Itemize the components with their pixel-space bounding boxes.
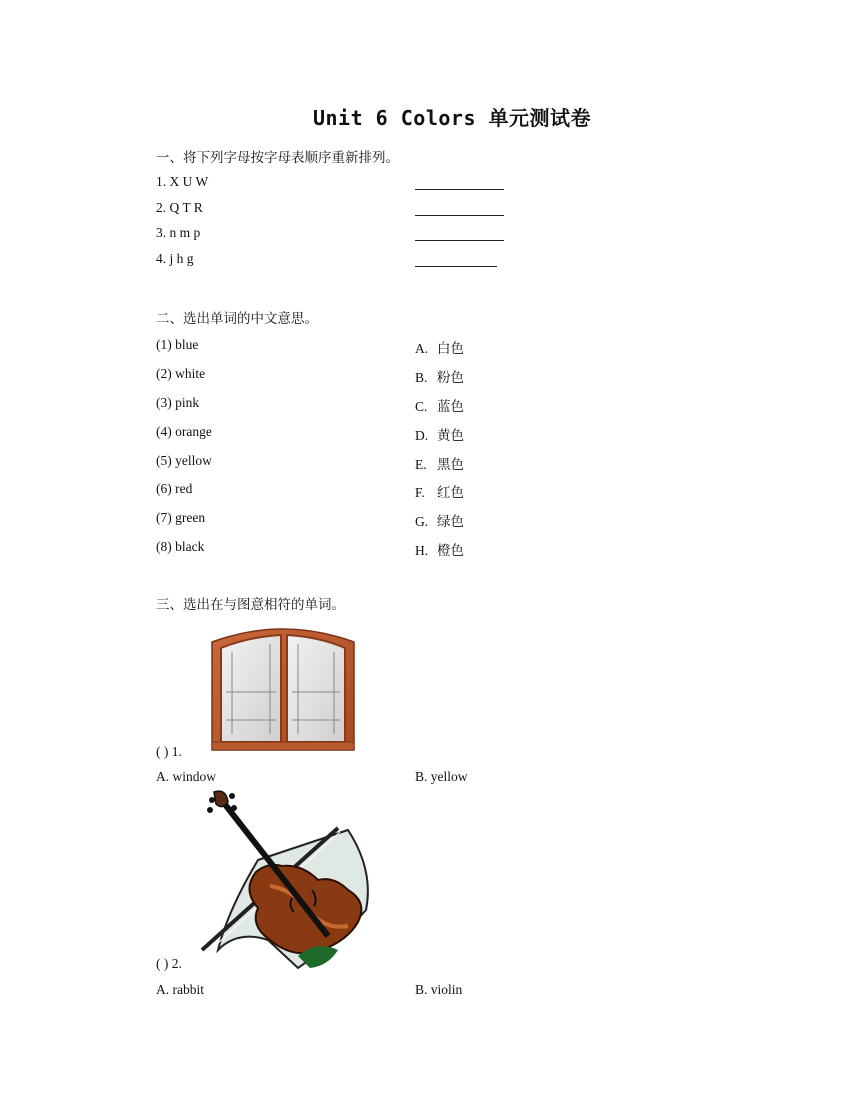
question-2-option-b: B. violin xyxy=(415,982,463,997)
answer-blank-2[interactable] xyxy=(415,215,504,216)
question-1-label: ( ) 1. xyxy=(156,744,182,759)
letter-item-1: 1. X U W xyxy=(156,174,209,189)
word-item: (7) green xyxy=(156,510,206,525)
word-item: (2) white xyxy=(156,366,206,381)
answer-blank-4[interactable] xyxy=(415,266,497,267)
letter-item-4: 4. j h g xyxy=(156,251,194,266)
meaning-option: F. 红色 xyxy=(415,485,464,500)
meaning-option: C. 蓝色 xyxy=(415,399,464,414)
letter-item-2: 2. Q T R xyxy=(156,200,203,215)
word-item: (1) blue xyxy=(156,337,199,352)
word-item: (4) orange xyxy=(156,424,212,439)
section-2-heading: 二、选出单词的中文意思。 xyxy=(156,311,318,326)
word-item: (8) black xyxy=(156,539,205,554)
word-item: (5) yellow xyxy=(156,453,212,468)
window-icon xyxy=(208,622,358,752)
section-3-heading: 三、选出在与图意相符的单词。 xyxy=(156,597,345,612)
meaning-option: A. 白色 xyxy=(415,341,464,356)
meaning-option: E. 黑色 xyxy=(415,457,464,472)
section-1-heading: 一、将下列字母按字母表顺序重新排列。 xyxy=(156,150,399,165)
meaning-option: H. 橙色 xyxy=(415,543,464,558)
page-title: Unit 6 Colors 单元测试卷 xyxy=(312,106,592,130)
word-item: (6) red xyxy=(156,481,193,496)
meaning-option: B. 粉色 xyxy=(415,370,464,385)
question-2-label: ( ) 2. xyxy=(156,956,182,971)
violin-icon xyxy=(198,790,374,970)
answer-blank-3[interactable] xyxy=(415,240,504,241)
question-1-option-b: B. yellow xyxy=(415,769,468,784)
meaning-option: D. 黄色 xyxy=(415,428,464,443)
meaning-option: G. 绿色 xyxy=(415,514,464,529)
question-2-option-a: A. rabbit xyxy=(156,982,204,997)
answer-blank-1[interactable] xyxy=(415,189,504,190)
question-1-option-a: A. window xyxy=(156,769,216,784)
word-item: (3) pink xyxy=(156,395,200,410)
letter-item-3: 3. n m p xyxy=(156,225,201,240)
